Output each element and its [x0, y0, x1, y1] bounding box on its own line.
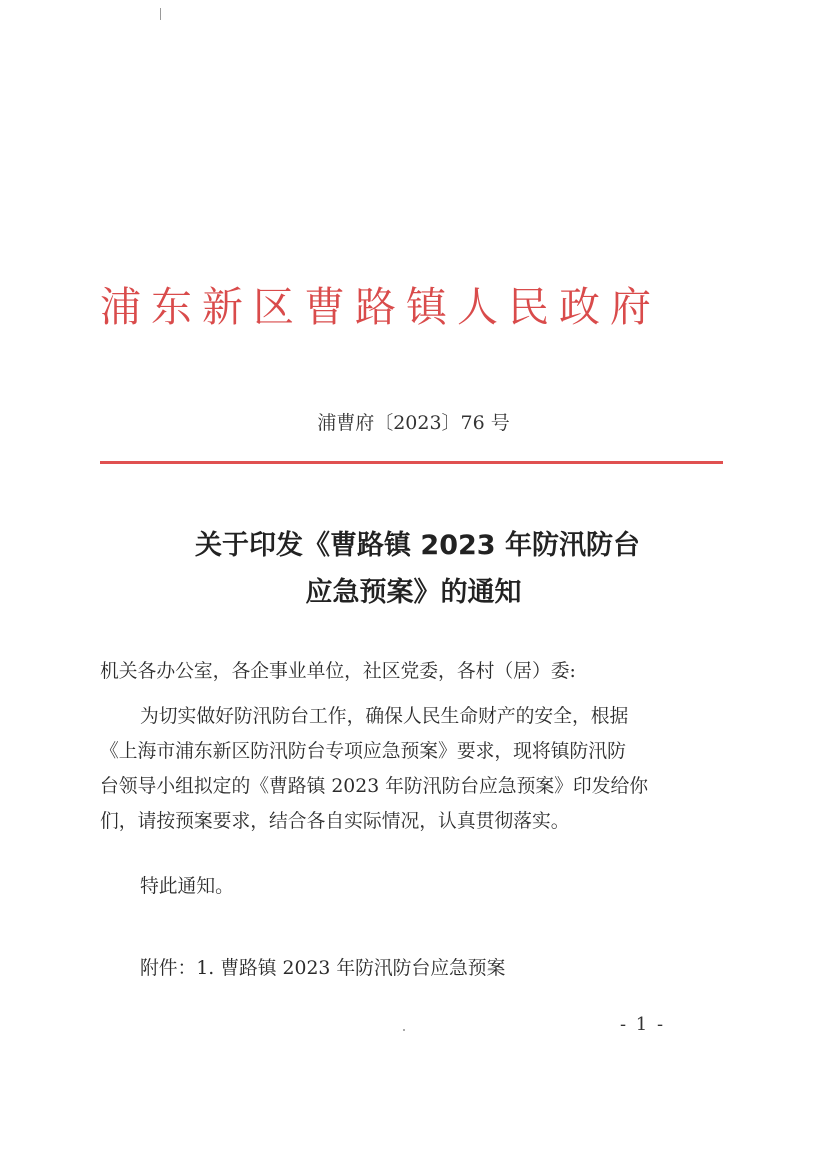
page-number: - 1 - [620, 1014, 666, 1035]
document-title [0, 522, 827, 616]
document-number: 浦曹府〔2023〕76 号 [317, 412, 510, 434]
document-title-line-1: 关于印发《曹路镇 2023 年防汛防台 [195, 530, 640, 561]
paragraph-line: 为切实做好防汛防台工作，确保人民生命财产的安全，根据 [140, 706, 629, 727]
body-paragraph [100, 699, 726, 839]
closing-remark: 特此通知。 [140, 876, 234, 897]
scan-artifact-mark [160, 8, 161, 20]
paragraph-line: 《上海市浦东新区防汛防台专项应急预案》要求，现将镇防汛防 [100, 741, 626, 762]
header-divider [100, 461, 723, 464]
scan-artifact-dot [403, 1029, 405, 1031]
paragraph-line: 台领导小组拟定的《曹路镇 2023 年防汛防台应急预案》印发给你 [100, 776, 649, 797]
paragraph-line: 们，请按预案要求，结合各自实际情况，认真贯彻落实。 [100, 811, 570, 832]
issuer-header: 浦东新区曹路镇人民政府 [100, 283, 661, 331]
document-title-line-2: 应急预案》的通知 [305, 577, 522, 608]
attachment-line: 附件：1. 曹路镇 2023 年防汛防台应急预案 [140, 958, 506, 979]
addressee: 机关各办公室，各企事业单位，社区党委，各村（居）委: [100, 661, 576, 682]
